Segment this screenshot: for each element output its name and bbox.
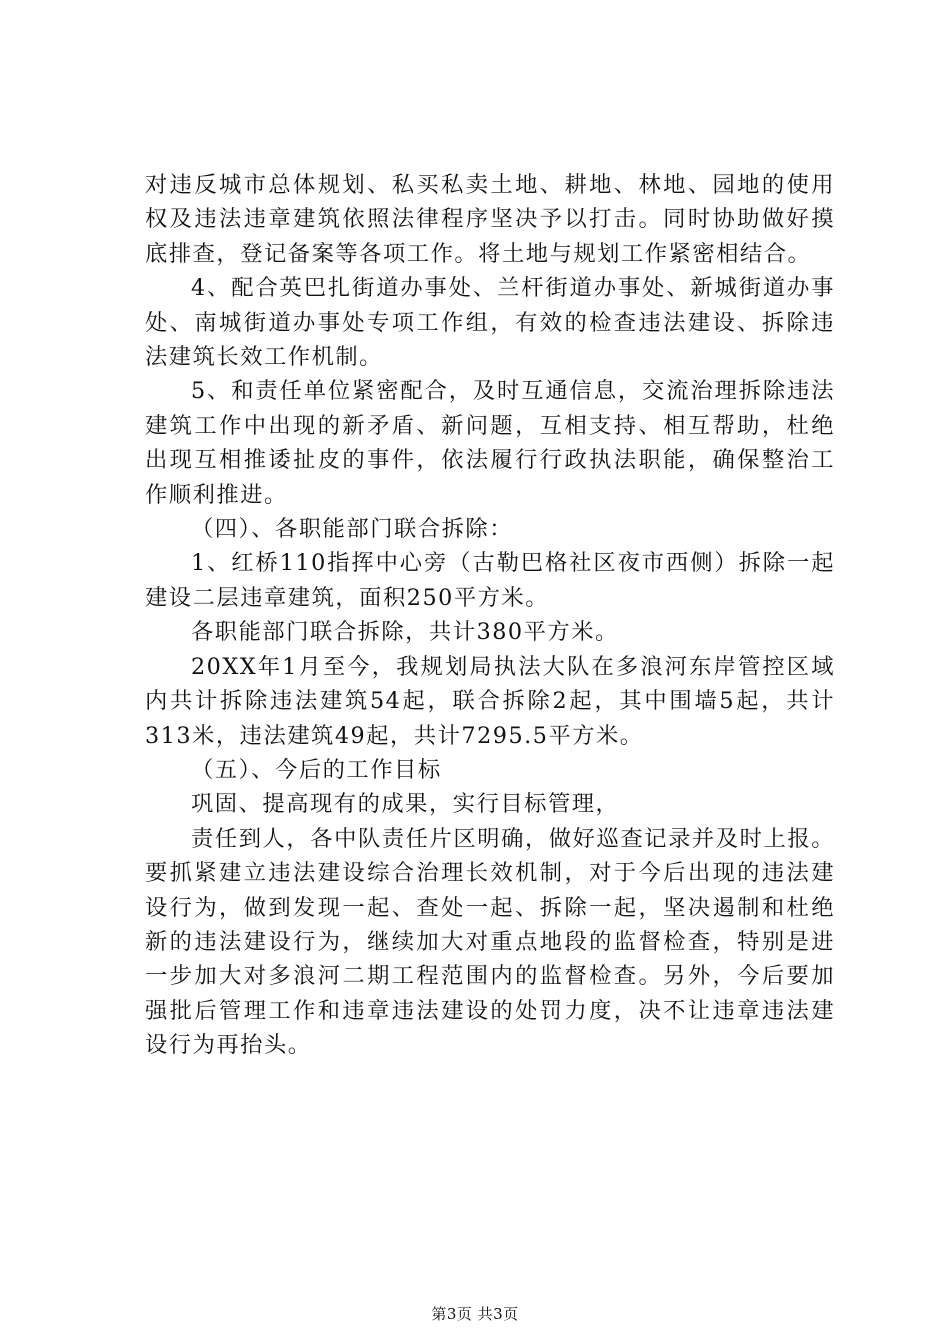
paragraph-item-4: 4、配合英巴扎街道办事处、兰杆街道办事处、新城街道办事处、南城街道办事处专项工作组，有效的检查违法建设、拆除违法建筑长效工作机制。 bbox=[145, 275, 835, 371]
page-footer: 第3页 共3页 bbox=[431, 1305, 519, 1323]
paragraph-continuation: 对违反城市总体规划、私买私卖土地、耕地、林地、园地的使用权及违法违章建筑依照法律程序坚决予以打击。同时协助做好摸底排查，登记备案等各项工作。将土地与规划工作紧密相结合。 bbox=[145, 172, 835, 267]
document-body bbox=[145, 168, 835, 1063]
section-heading-4: （四）、各职能部门联合拆除： bbox=[191, 516, 514, 543]
paragraph-goal-details: 责任到人，各中队责任片区明确，做好巡查记录并及时上报。要抓紧建立违法建设综合治理长效机制，对于今后出现的违法建设行为，做到发现一起、查处一起、拆除一起，坚决遏制和杜绝新的违法建设行为，继续加大对重点地段的监督检查，特别是进一步加大对多浪河二期工程范围内的监督检查。另外，今后要加强批后管理工作和违章违法建设的处罚力度，决不让违章违法建设行为再抬头。 bbox=[145, 825, 835, 1059]
paragraph-item-5: 5、和责任单位紧密配合，及时互通信息，交流治理拆除违法建筑工作中出现的新矛盾、新问题，互相支持、相互帮助，杜绝出现互相推诿扯皮的事件，依法履行行政执法职能，确保整治工作顺利推进。 bbox=[145, 378, 835, 508]
paragraph-goal-intro: 巩固、提高现有的成果，实行目标管理， bbox=[191, 791, 620, 818]
paragraph-demolition-item-1: 1、红桥110指挥中心旁（古勒巴格社区夜市西侧）拆除一起建设二层违章建筑，面积250平方米。 bbox=[145, 550, 835, 611]
paragraph-joint-demolition-total: 各职能部门联合拆除，共计380平方米。 bbox=[191, 619, 619, 646]
section-heading-5: （五）、今后的工作目标 bbox=[191, 756, 442, 783]
paragraph-annual-summary: 20XX年1月至今，我规划局执法大队在多浪河东岸管控区域内共计拆除违法建筑54起，联合拆除2起，其中围墙5起，共计313米，违法建筑49起，共计7295.5平方米。 bbox=[145, 653, 835, 749]
